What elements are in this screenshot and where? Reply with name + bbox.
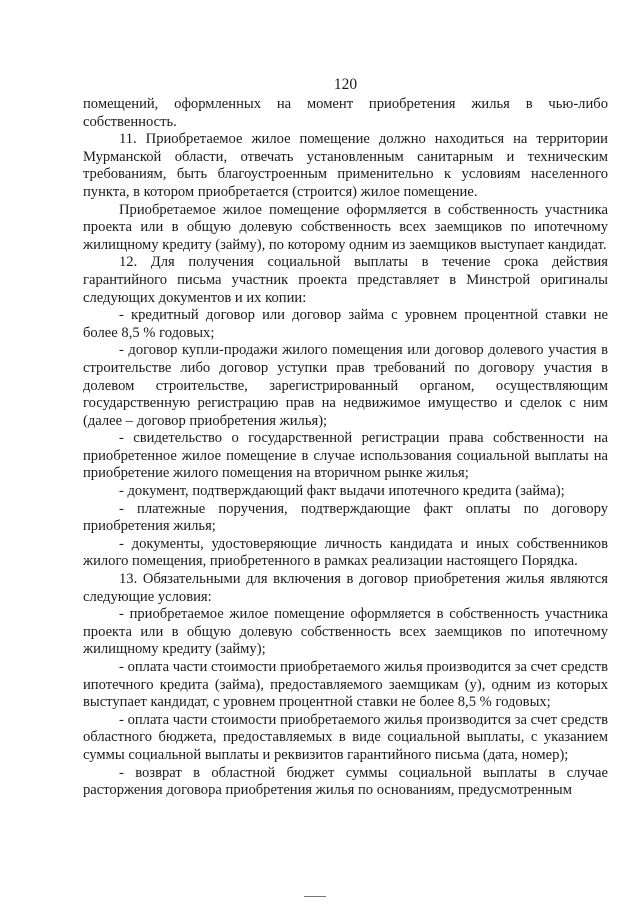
list-item: - возврат в областной бюджет суммы социальной выплаты в случае расторжения договора приобретения жилья по основаниям, предусмотренным <box>83 764 608 799</box>
list-item: - договор купли-продажи жилого помещения или договор долевого участия в строительстве либо договор уступки прав требований по договору участия в долевом строительстве, зарегистрированный органом, осуществляющим государственную регистрацию прав на недвижимое имущество и сделок с ним (далее – договор приобретения жилья); <box>83 342 608 429</box>
paragraph: помещений, оформленных на момент приобретения жилья в чью-либо собственность. <box>83 96 608 130</box>
paragraph-item-13: 13. Обязательными для включения в договор приобретения жилья являются следующие условия: <box>83 571 608 605</box>
paragraph: Приобретаемое жилое помещение оформляется в собственность участника проекта или в общую долевую собственность всех заемщиков по ипотечному жилищному кредиту (займу), по которому одним из заемщиков выступает кандидат. <box>83 201 608 253</box>
document-body <box>83 96 608 800</box>
list-item: - кредитный договор или договор займа с уровнем процентной ставки не более 8,5 % годовых; <box>83 307 608 341</box>
page-bottom-mark <box>304 896 326 897</box>
list-item: - приобретаемое жилое помещение оформляется в собственность участника проекта или в общую долевую собственность всех заемщиков по ипотечному жилищному кредиту (займу); <box>83 606 608 658</box>
list-item: - оплата части стоимости приобретаемого жилья производится за счет средств ипотечного кредита (займа), предоставляемого заемщикам (у), одним из которых выступает кандидат, с уровнем процентной ставки не более 8,5 % годовых; <box>83 659 608 711</box>
list-item: - платежные поручения, подтверждающие факт оплаты по договору приобретения жилья; <box>83 500 608 535</box>
list-item: - документы, удостоверяющие личность кандидата и иных собственников жилого помещения, приобретенного в рамках реализации настоящего Порядка. <box>83 535 608 570</box>
paragraph-item-12: 12. Для получения социальной выплаты в течение срока действия гарантийного письма участник проекта представляет в Минстрой оригиналы следующих документов и их копии: <box>83 254 608 306</box>
page-number: 120 <box>333 76 358 93</box>
paragraph-item-11: 11. Приобретаемое жилое помещение должно находиться на территории Мурманской области, отвечать установленным санитарным и техническим требованиям, быть благоустроенным применительно к условиям населенного пункта, в котором приобретается (строится) жилое помещение. <box>83 131 608 200</box>
list-item: - оплата части стоимости приобретаемого жилья производится за счет средств областного бюджета, предоставляемых в виде социальной выплаты, с указанием суммы социальной выплаты и реквизитов гарантийного письма (дата, номер); <box>83 711 608 763</box>
list-item: - свидетельство о государственной регистрации права собственности на приобретенное жилое помещение в случае использования социальной выплаты на приобретение жилого помещения на вторичном рынке жилья; <box>83 430 608 482</box>
list-item: - документ, подтверждающий факт выдачи ипотечного кредита (займа); <box>119 483 565 500</box>
